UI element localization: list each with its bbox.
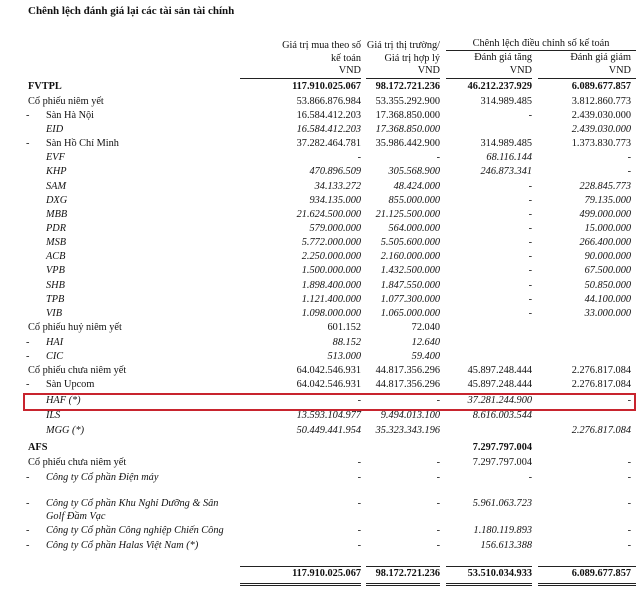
increase-cell: - bbox=[528, 110, 532, 121]
row-label: KHP bbox=[46, 166, 67, 177]
book-value-cell: 16.584.412.203 bbox=[296, 124, 361, 135]
book-value-cell: 16.584.412.203 bbox=[296, 110, 361, 121]
table-row bbox=[0, 80, 639, 94]
increase-cell: - bbox=[528, 209, 532, 220]
haf-highlight-box bbox=[23, 393, 636, 411]
decrease-cell: - bbox=[627, 498, 631, 509]
increase-cell: - bbox=[528, 181, 532, 192]
decrease-cell: - bbox=[627, 152, 631, 163]
row-label: ACB bbox=[46, 251, 66, 262]
increase-cell: - bbox=[528, 308, 532, 319]
double-rule-col3-b bbox=[446, 585, 532, 586]
header-rule-col3 bbox=[446, 78, 532, 79]
market-value-cell: 44.817.356.296 bbox=[375, 379, 440, 390]
decrease-cell: - bbox=[627, 457, 631, 468]
double-rule-col2-a bbox=[366, 583, 440, 584]
unit-label-col4: VND bbox=[608, 65, 631, 76]
row-bullet-dash: - bbox=[26, 379, 30, 390]
unit-label-col2: VND bbox=[417, 65, 440, 76]
increase-cell: 156.613.388 bbox=[480, 540, 532, 551]
row-label: Công ty Cổ phần Khu Nghỉ Dưỡng & Sân bbox=[46, 498, 219, 509]
row-label: HAF (*) bbox=[46, 395, 81, 406]
table-row bbox=[0, 264, 639, 278]
market-value-cell: 53.355.292.900 bbox=[375, 96, 440, 107]
col-book-value-line1: Giá trị mua theo số bbox=[282, 40, 361, 51]
market-value-cell: - bbox=[436, 457, 440, 468]
book-value-cell: 13.593.104.977 bbox=[296, 410, 361, 421]
market-value-cell: 59.400 bbox=[411, 351, 440, 362]
table-row bbox=[0, 471, 639, 485]
table-row bbox=[0, 250, 639, 264]
decrease-cell: 67.500.000 bbox=[584, 265, 631, 276]
row-label: HAI bbox=[46, 337, 64, 348]
market-value-cell: 44.817.356.296 bbox=[375, 365, 440, 376]
decrease-cell: 50.850.000 bbox=[584, 280, 631, 291]
decrease-cell: 90.000.000 bbox=[584, 251, 631, 262]
increase-cell: 68.116.144 bbox=[486, 152, 532, 163]
decrease-cell: 2.276.817.084 bbox=[571, 365, 631, 376]
book-value-cell: 21.624.500.000 bbox=[296, 209, 361, 220]
col-book-value-line2: kế toán bbox=[330, 52, 361, 64]
market-value-cell: 305.568.900 bbox=[388, 166, 440, 177]
total-decrease: 6.089.677.857 bbox=[571, 568, 631, 579]
table-row bbox=[0, 441, 639, 455]
decrease-cell: 6.089.677.857 bbox=[571, 81, 631, 92]
row-label: CIC bbox=[46, 351, 64, 362]
book-value-cell: - bbox=[357, 540, 361, 551]
increase-cell: 37.281.244.900 bbox=[467, 395, 532, 406]
market-value-cell: 2.160.000.000 bbox=[380, 251, 440, 262]
decrease-cell: 2.276.817.084 bbox=[571, 425, 631, 436]
row-bullet-dash: - bbox=[26, 525, 30, 536]
market-value-cell: 72.040 bbox=[411, 322, 440, 333]
market-value-cell: 855.000.000 bbox=[388, 195, 440, 206]
row-label: VPB bbox=[46, 265, 65, 276]
total-increase: 53.510.034.933 bbox=[467, 568, 532, 579]
increase-cell: 46.212.237.929 bbox=[467, 81, 532, 92]
decrease-cell: 2.439.030.000 bbox=[571, 110, 631, 121]
double-rule-col4-a bbox=[538, 583, 636, 584]
row-label: Sàn Upcom bbox=[46, 379, 95, 390]
row-bullet-dash: - bbox=[26, 138, 30, 149]
increase-cell: 5.961.063.723 bbox=[472, 498, 532, 509]
table-row bbox=[0, 123, 639, 137]
market-value-cell: - bbox=[436, 525, 440, 536]
market-value-cell: 564.000.000 bbox=[388, 223, 440, 234]
row-label: Sàn Hồ Chí Minh bbox=[46, 138, 119, 149]
row-label: AFS bbox=[28, 442, 48, 453]
book-value-cell: - bbox=[357, 525, 361, 536]
decrease-cell: 44.100.000 bbox=[584, 294, 631, 305]
book-value-cell: - bbox=[357, 395, 361, 406]
row-bullet-dash: - bbox=[26, 540, 30, 551]
decrease-cell: 79.135.000 bbox=[584, 195, 631, 206]
book-value-cell: - bbox=[357, 457, 361, 468]
row-bullet-dash: - bbox=[26, 351, 30, 362]
row-label: Công ty Cổ phần Công nghiệp Chiến Công bbox=[46, 525, 224, 536]
book-value-cell: 1.121.400.000 bbox=[301, 294, 361, 305]
increase-cell: 314.989.485 bbox=[480, 138, 532, 149]
decrease-cell: - bbox=[627, 395, 631, 406]
row-label: ILS bbox=[46, 410, 61, 421]
table-row bbox=[0, 279, 639, 293]
market-value-cell: 48.424.000 bbox=[393, 181, 440, 192]
increase-cell: - bbox=[528, 294, 532, 305]
row-label: EID bbox=[46, 124, 64, 135]
market-value-cell: - bbox=[436, 540, 440, 551]
increase-cell: - bbox=[528, 265, 532, 276]
table-row bbox=[0, 364, 639, 378]
book-value-cell: 34.133.272 bbox=[314, 181, 361, 192]
increase-cell: - bbox=[528, 195, 532, 206]
book-value-cell: - bbox=[357, 498, 361, 509]
book-value-cell: - bbox=[357, 472, 361, 483]
table-row bbox=[0, 165, 639, 179]
book-value-cell: 50.449.441.954 bbox=[296, 425, 361, 436]
decrease-cell: 266.400.000 bbox=[579, 237, 631, 248]
header-rule-col1 bbox=[240, 78, 361, 79]
market-value-cell: 1.077.300.000 bbox=[380, 294, 440, 305]
book-value-cell: 117.910.025.067 bbox=[292, 81, 361, 92]
market-value-cell: 12.640 bbox=[411, 337, 440, 348]
unit-label-col1: VND bbox=[338, 65, 361, 76]
double-rule-col1-a bbox=[240, 583, 361, 584]
double-rule-col1-b bbox=[240, 585, 361, 586]
increase-cell: - bbox=[528, 223, 532, 234]
book-value-cell: 1.500.000.000 bbox=[301, 265, 361, 276]
row-label: Cổ phiếu chưa niêm yết bbox=[28, 457, 127, 468]
market-value-cell: 9.494.013.100 bbox=[380, 410, 440, 421]
table-row bbox=[0, 524, 639, 538]
row-label: MSB bbox=[46, 237, 67, 248]
row-label: MGG (*) bbox=[46, 425, 85, 436]
row-bullet-dash: - bbox=[26, 498, 30, 509]
col-market-value-header bbox=[320, 40, 440, 65]
decrease-cell: - bbox=[627, 540, 631, 551]
row-label: Công ty Cổ phần Điện máy bbox=[46, 472, 159, 483]
table-row bbox=[0, 321, 639, 335]
table-row bbox=[0, 293, 639, 307]
row-label: VIB bbox=[46, 308, 63, 319]
book-value-cell: 1.898.400.000 bbox=[301, 280, 361, 291]
decrease-cell: 15.000.000 bbox=[584, 223, 631, 234]
row-label: FVTPL bbox=[28, 81, 62, 92]
page-title: Chênh lệch đánh giá lại các tài sản tài chính bbox=[28, 5, 235, 17]
market-value-cell: - bbox=[436, 152, 440, 163]
decrease-cell: - bbox=[627, 166, 631, 177]
table-row bbox=[0, 378, 639, 392]
table-row bbox=[0, 222, 639, 236]
market-value-cell: 5.505.600.000 bbox=[380, 237, 440, 248]
book-value-cell: 64.042.546.931 bbox=[296, 365, 361, 376]
total-book-value: 117.910.025.067 bbox=[292, 568, 361, 579]
market-value-cell: - bbox=[436, 472, 440, 483]
decrease-cell: 3.812.860.773 bbox=[571, 96, 631, 107]
col-increase-header: Đánh giá tăng bbox=[474, 52, 532, 63]
group-header-rule bbox=[446, 50, 636, 51]
decrease-cell: - bbox=[627, 525, 631, 536]
row-label: MBB bbox=[46, 209, 68, 220]
book-value-cell: 64.042.546.931 bbox=[296, 379, 361, 390]
table-row bbox=[0, 194, 639, 208]
row-label: Sàn Hà Nội bbox=[46, 110, 95, 121]
row-label: DXG bbox=[46, 195, 68, 206]
table-row bbox=[0, 137, 639, 151]
book-value-cell: 513.000 bbox=[327, 351, 361, 362]
double-rule-col2-b bbox=[366, 585, 440, 586]
table-row bbox=[0, 109, 639, 123]
increase-cell: 7.297.797.004 bbox=[472, 457, 532, 468]
table-row bbox=[0, 336, 639, 350]
decrease-cell: 499.000.000 bbox=[579, 209, 631, 220]
totals-row bbox=[0, 567, 639, 581]
book-value-cell: 1.098.000.000 bbox=[301, 308, 361, 319]
row-label: Cổ phiếu huỷ niêm yết bbox=[28, 322, 122, 333]
table-row bbox=[0, 510, 639, 524]
market-value-cell: 21.125.500.000 bbox=[375, 209, 440, 220]
decrease-cell: 228.845.773 bbox=[579, 181, 631, 192]
increase-cell: - bbox=[528, 237, 532, 248]
increase-cell: 45.897.248.444 bbox=[467, 379, 532, 390]
row-label: Golf Đầm Vạc bbox=[46, 511, 106, 522]
table-row bbox=[0, 539, 639, 553]
double-rule-col3-a bbox=[446, 583, 532, 584]
table-row bbox=[0, 350, 639, 364]
row-label: SHB bbox=[46, 280, 65, 291]
book-value-cell: 934.135.000 bbox=[309, 195, 361, 206]
table-row bbox=[0, 307, 639, 321]
book-value-cell: 579.000.000 bbox=[309, 223, 361, 234]
decrease-cell: 2.276.817.084 bbox=[571, 379, 631, 390]
increase-cell: 45.897.248.444 bbox=[467, 365, 532, 376]
table-row bbox=[0, 456, 639, 470]
decrease-cell: - bbox=[627, 472, 631, 483]
table-row bbox=[0, 95, 639, 109]
row-label: Công ty Cổ phần Halas Việt Nam (*) bbox=[46, 540, 199, 551]
table-row bbox=[0, 236, 639, 250]
increase-cell: 8.616.003.544 bbox=[472, 410, 532, 421]
table-row bbox=[0, 424, 639, 438]
market-value-cell: 17.368.850.000 bbox=[375, 124, 440, 135]
row-label: Cổ phiếu niêm yết bbox=[28, 96, 104, 107]
book-value-cell: 470.896.509 bbox=[309, 166, 361, 177]
total-market-value: 98.172.721.236 bbox=[375, 568, 440, 579]
adjustment-group-header: Chênh lệch điều chỉnh số kế toán bbox=[472, 38, 610, 49]
book-value-cell: 5.772.000.000 bbox=[301, 237, 361, 248]
market-value-cell: - bbox=[436, 395, 440, 406]
market-value-cell: 35.986.442.900 bbox=[375, 138, 440, 149]
market-value-cell: 1.065.000.000 bbox=[380, 308, 440, 319]
increase-cell: 1.180.119.893 bbox=[473, 525, 532, 536]
increase-cell: 7.297.797.004 bbox=[472, 442, 532, 453]
market-value-cell: - bbox=[436, 498, 440, 509]
market-value-cell: 17.368.850.000 bbox=[375, 110, 440, 121]
row-label: PDR bbox=[46, 223, 67, 234]
book-value-cell: 37.282.464.781 bbox=[296, 138, 361, 149]
table-row bbox=[0, 208, 639, 222]
row-label: EVF bbox=[46, 152, 65, 163]
header-rule-col2 bbox=[366, 78, 440, 79]
book-value-cell: 53.866.876.984 bbox=[296, 96, 361, 107]
increase-cell: - bbox=[528, 472, 532, 483]
increase-cell: 314.989.485 bbox=[480, 96, 532, 107]
market-value-cell: 1.432.500.000 bbox=[380, 265, 440, 276]
row-bullet-dash: - bbox=[26, 337, 30, 348]
increase-cell: 246.873.341 bbox=[480, 166, 532, 177]
book-value-cell: 601.152 bbox=[327, 322, 361, 333]
row-label: Cổ phiếu chưa niêm yết bbox=[28, 365, 127, 376]
market-value-cell: 1.847.550.000 bbox=[380, 280, 440, 291]
double-rule-col4-b bbox=[538, 585, 636, 586]
col-market-value-line2: Giá trị hợp lý bbox=[384, 52, 440, 64]
table-row bbox=[0, 497, 639, 511]
header-rule-col4 bbox=[538, 78, 636, 79]
col-market-value-line1: Giá trị thị trường/ bbox=[366, 40, 440, 51]
row-bullet-dash: - bbox=[26, 110, 30, 121]
row-bullet-dash: - bbox=[26, 472, 30, 483]
book-value-cell: - bbox=[357, 152, 361, 163]
table-row bbox=[0, 151, 639, 165]
table-row bbox=[0, 180, 639, 194]
decrease-cell: 33.000.000 bbox=[584, 308, 631, 319]
row-label: TPB bbox=[46, 294, 65, 305]
book-value-cell: 2.250.000.000 bbox=[301, 251, 361, 262]
col-decrease-header: Đánh giá giảm bbox=[570, 52, 631, 63]
market-value-cell: 98.172.721.236 bbox=[375, 81, 440, 92]
table-row bbox=[0, 409, 639, 423]
book-value-cell: 88.152 bbox=[332, 337, 361, 348]
increase-cell: - bbox=[528, 251, 532, 262]
decrease-cell: 2.439.030.000 bbox=[571, 124, 631, 135]
unit-label-col3: VND bbox=[509, 65, 532, 76]
increase-cell: - bbox=[528, 280, 532, 291]
decrease-cell: 1.373.830.773 bbox=[571, 138, 631, 149]
row-label: SAM bbox=[46, 181, 67, 192]
market-value-cell: 35.323.343.196 bbox=[375, 425, 440, 436]
